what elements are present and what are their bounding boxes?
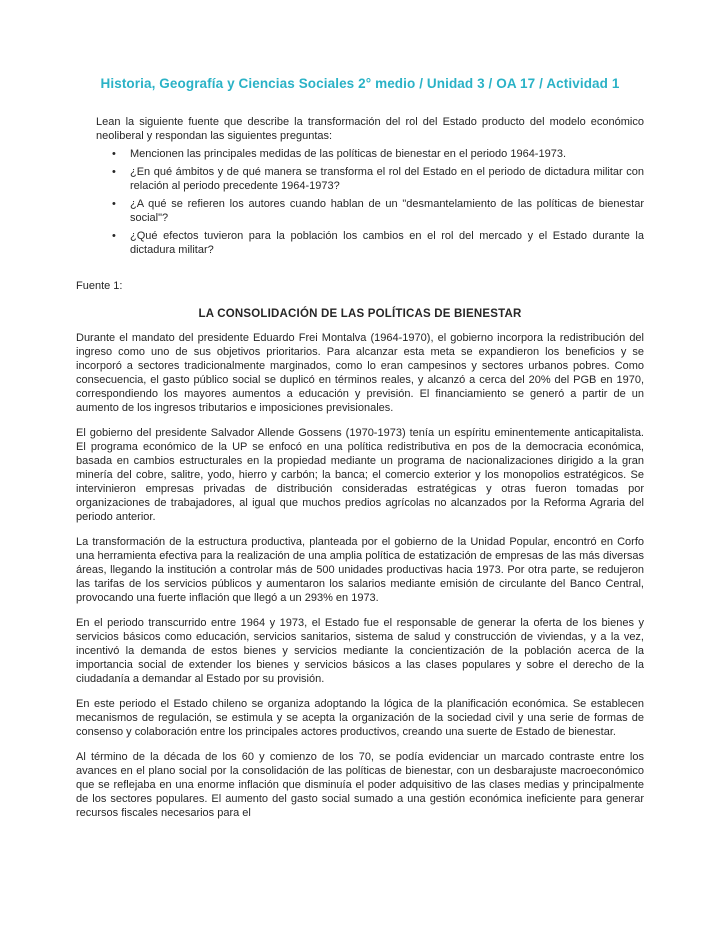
source-paragraph: La transformación de la estructura productiva, planteada por el gobierno de la Unidad Popular, encontró en Corfo una herramienta efectiva para la realización de una amplia política de estatización de empresas de las más diversas áreas, llegando la institución a controlar más de 500 unidades productivas hacia 1973. Por otra parte, se redujeron las tarifas de los servicios públicos y aumentaron los salarios mediante emisión de circulante del Banco Central, provocando una fuerte inflación que llegó a un 293% en 1973. xyxy=(76,536,644,604)
bullet-dot-icon: • xyxy=(112,166,116,178)
list-item xyxy=(112,197,644,225)
bullet-text: ¿Qué efectos tuvieron para la población los cambios en el rol del mercado y el Estado durante la dictadura militar? xyxy=(130,230,644,256)
bullet-dot-icon: • xyxy=(112,148,116,160)
instructions-intro: Lean la siguiente fuente que describe la transformación del rol del Estado producto del modelo económico neoliberal y respondan las siguientes preguntas: xyxy=(96,116,644,142)
instructions-bullet-list xyxy=(112,147,644,257)
source-paragraph: Al término de la década de los 60 y comienzo de los 70, se podía evidenciar un marcado contraste entre los avances en el plano social por la consolidación de las políticas de bienestar, con un desbarajuste macroeconómico que se reflejaba en una enorme inflación que disminuía el poder adquisitivo de las clases medias y principalmente de los sectores populares. El aumento del gasto social sumado a una gestión económica ineficiente para generar recursos fiscales necesarios para el xyxy=(76,751,644,819)
source-paragraph: Durante el mandato del presidente Eduardo Frei Montalva (1964-1970), el gobierno incorpora la redistribución del ingreso como uno de sus objetivos prioritarios. Para alcanzar esta meta se expandieron los beneficios y se incorporó a sectores tradicionalmente marginados, como lo eran campesinos y sectores urbanos pobres. Como consecuencia, el gasto público social se duplicó en términos reales, y alcanzó a cerca del 20% del PGB en 1970, correspondiendo los mayores aumentos a educación y previsión. El financiamiento se generó a partir de un aumento de los ingresos tributarios e imposiciones previsionales. xyxy=(76,332,644,414)
list-item xyxy=(112,147,644,161)
source-paragraph: En este periodo el Estado chileno se organiza adoptando la lógica de la planificación económica. Se establecen mecanismos de regulación, se estimula y se acepta la organización de la sociedad civil y una serie de formas de consenso y colaboración entre los principales actores productivos, creando una suerte de Estado de bienestar. xyxy=(76,698,644,738)
source-paragraph: En el periodo transcurrido entre 1964 y 1973, el Estado fue el responsable de generar la oferta de los bienes y servicios básicos como educación, servicios sanitarios, sistema de salud y construcción de viviendas, y a la vez, incentivó la demanda de estos bienes y servicios mediante la concientización de la población acerca de la importancia social de extender los bienes y servicios básicos a las clases populares y sobre el derecho de la ciudadanía a demandar al Estado por su provisión. xyxy=(76,617,644,685)
bullet-text: ¿A qué se refieren los autores cuando hablan de un "desmantelamiento de las políticas de bienestar social"? xyxy=(130,198,644,224)
bullet-dot-icon: • xyxy=(112,230,116,242)
page-title: Historia, Geografía y Ciencias Sociales 2° medio / Unidad 3 / OA 17 / Actividad 1 xyxy=(100,76,620,91)
list-item xyxy=(112,229,644,257)
source-label: Fuente 1: xyxy=(76,280,123,292)
bullet-dot-icon: • xyxy=(112,198,116,210)
bullet-text: ¿En qué ámbitos y de qué manera se transforma el rol del Estado en el periodo de dictadura militar con relación al periodo precedente 1964-1973? xyxy=(130,166,644,192)
list-item xyxy=(112,165,644,193)
source-heading: LA CONSOLIDACIÓN DE LAS POLÍTICAS DE BIENESTAR xyxy=(198,308,522,320)
source-paragraph: El gobierno del presidente Salvador Allende Gossens (1970-1973) tenía un espíritu eminentemente anticapitalista. El programa económico de la UP se enfocó en una política redistributiva en pos de la democracia económica, basada en cambios estructurales en la propiedad mediante un programa de nacionalizaciones dirigido a la gran minería del cobre, salitre, yodo, hierro y carbón; la banca; el comercio exterior y los monopolios estratégicos. Se intervinieron empresas privadas de distribución consideradas estratégicas y otras fueron tomadas por organizaciones de trabajadores, al igual que muchos predios agrícolas no alcanzados por la Reforma Agraria del periodo anterior. xyxy=(76,427,644,523)
bullet-text: Mencionen las principales medidas de las políticas de bienestar en el periodo 1964-1973. xyxy=(130,148,566,160)
